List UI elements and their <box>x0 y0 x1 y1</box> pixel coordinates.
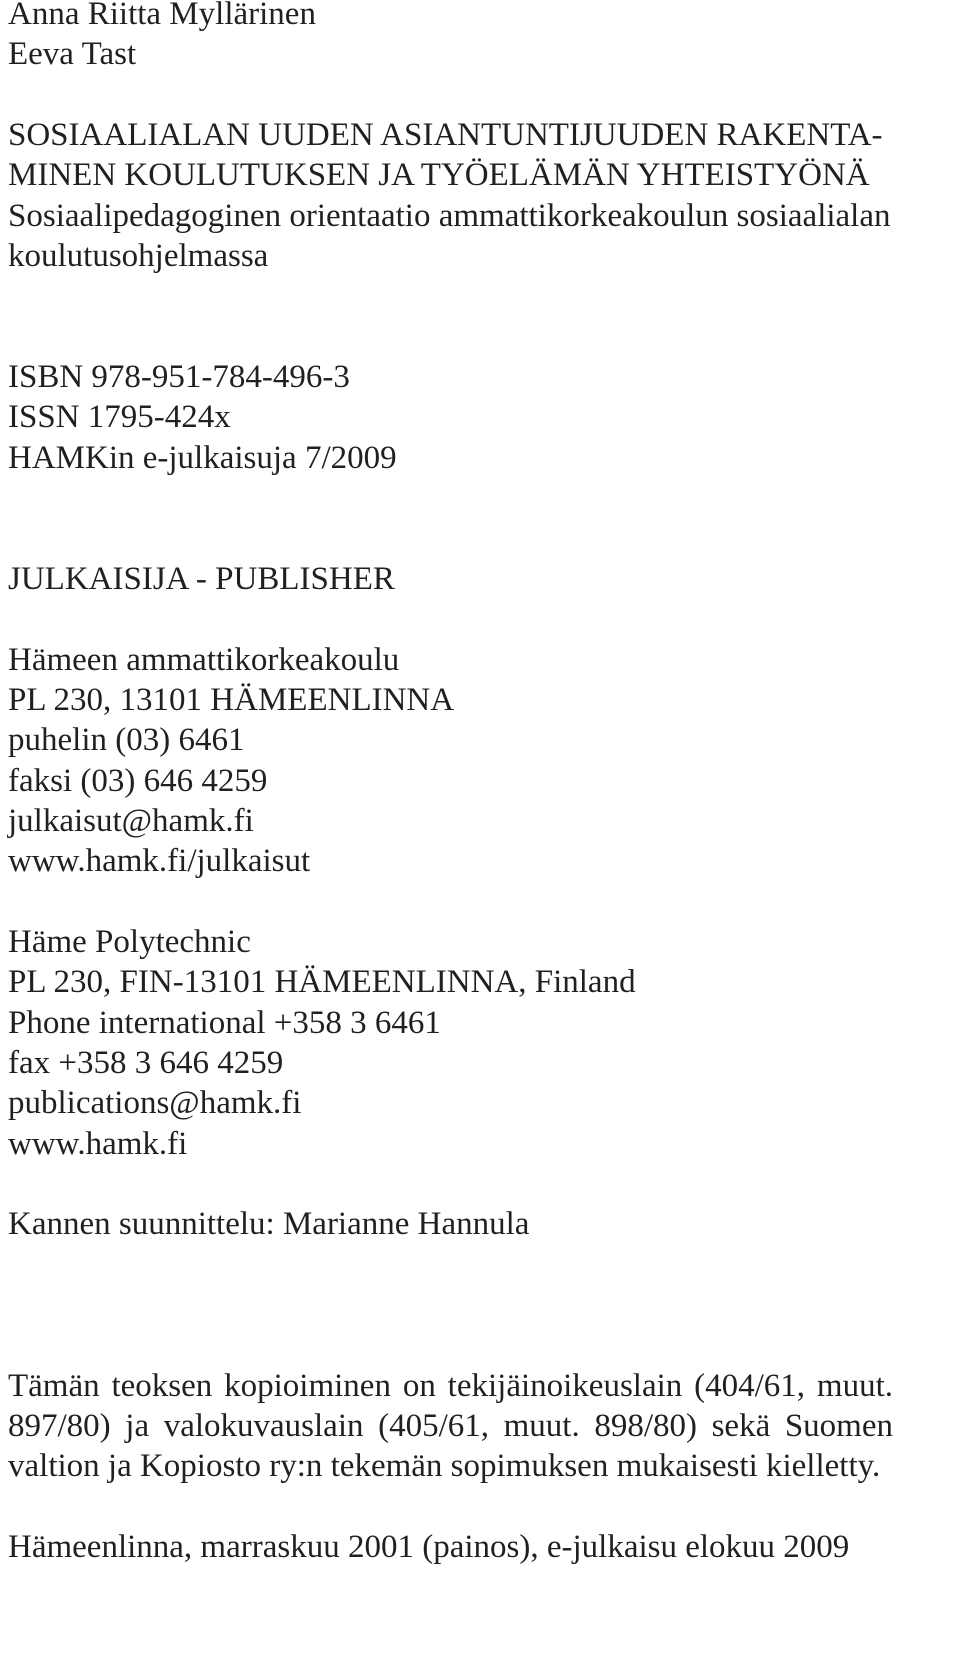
title-line: MINEN KOULUTUKSEN JA TYÖELÄMÄN YHTEISTYÖNÄ <box>8 157 870 194</box>
subtitle-line: koulutusohjelmassa <box>8 238 269 275</box>
issn: ISSN 1795-424x <box>8 399 231 436</box>
publisher-phone-en: Phone international +358 3 6461 <box>8 1004 441 1041</box>
publisher-heading-block <box>8 559 893 599</box>
publisher-name-fi: Hämeen ammattikorkeakoulu <box>8 641 400 678</box>
title-line: SOSIAALIALAN UUDEN ASIANTUNTIJUUDEN RAKENTA- <box>8 117 883 154</box>
copyright-notice-line: Tämän teoksen kopioiminen on tekijäinoikeuslain (404/61, muut. <box>8 1367 893 1404</box>
imprint-block <box>8 1527 893 1567</box>
subtitle-line: Sosiaalipedagoginen orientaatio ammattikorkeakoulun sosiaalialan <box>8 197 891 234</box>
publisher-name-en: Häme Polytechnic <box>8 923 251 960</box>
copyright-notice <box>8 1366 893 1487</box>
publisher-address-en: PL 230, FIN-13101 HÄMEENLINNA, Finland <box>8 964 636 1001</box>
publisher-address-fi: PL 230, 13101 HÄMEENLINNA <box>8 681 455 718</box>
author-name: Eeva Tast <box>8 36 137 73</box>
series-number: HAMKin e-julkaisuja 7/2009 <box>8 439 397 476</box>
isbn: ISBN 978-951-784-496-3 <box>8 359 350 396</box>
identifiers-block <box>8 357 893 478</box>
publisher-email-en: publications@hamk.fi <box>8 1085 302 1122</box>
cover-design-credit: Kannen suunnittelu: Marianne Hannula <box>8 1206 530 1243</box>
publisher-en-block <box>8 922 893 1164</box>
publisher-fax-en: fax +358 3 646 4259 <box>8 1044 284 1081</box>
cover-design-block <box>8 1204 893 1244</box>
author-name: Anna Riitta Myllärinen <box>8 0 316 32</box>
publisher-website-en: www.hamk.fi <box>8 1125 188 1162</box>
imprint-line: Hämeenlinna, marraskuu 2001 (painos), e-julkaisu elokuu 2009 <box>8 1529 850 1566</box>
publisher-fi-block <box>8 640 893 882</box>
copyright-notice-line: valtion ja Kopiosto ry:n tekemän sopimuksen mukaisesti kielletty. <box>8 1448 881 1485</box>
title-block <box>8 115 893 276</box>
authors-block <box>8 0 893 75</box>
publisher-email-fi: julkaisut@hamk.fi <box>8 802 254 839</box>
publisher-heading: JULKAISIJA - PUBLISHER <box>8 560 395 597</box>
publisher-phone-fi: puhelin (03) 6461 <box>8 722 245 759</box>
publisher-fax-fi: faksi (03) 646 4259 <box>8 762 268 799</box>
copyright-notice-line: 897/80) ja valokuvauslain (405/61, muut. 898/80) sekä Suomen <box>8 1408 893 1445</box>
colophon <box>8 0 893 1567</box>
publisher-website-fi: www.hamk.fi/julkaisut <box>8 843 311 880</box>
